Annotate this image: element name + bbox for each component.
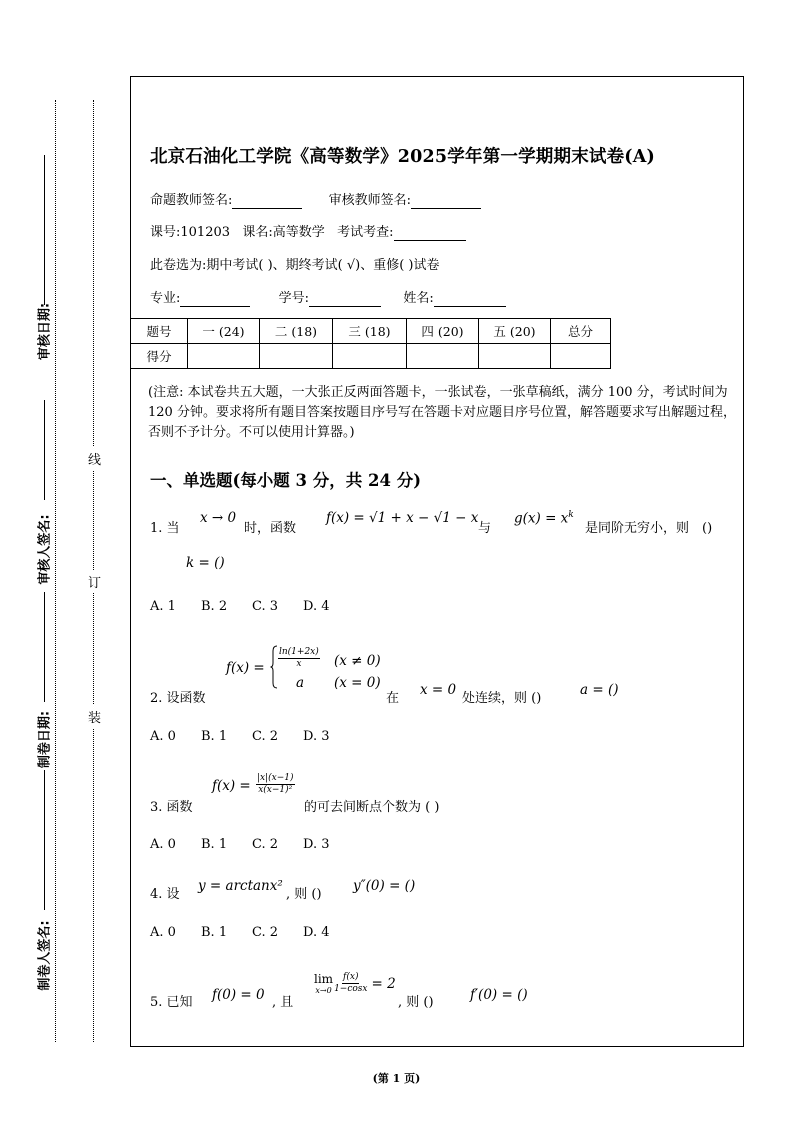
q3-option-c: C. 2 <box>252 837 279 852</box>
review-date-line <box>44 155 45 305</box>
q1-condition: x → 0 <box>200 510 237 526</box>
q2-option-d: D. 3 <box>303 729 330 744</box>
q3-option-b: B. 1 <box>201 837 228 852</box>
q2-number: 2. 设函数 <box>150 691 206 706</box>
q4-option-d: D. 4 <box>303 925 330 940</box>
q3-options <box>150 837 354 852</box>
q5-lim-result: = 2 <box>371 975 396 992</box>
q2-case1-condition: (x ≠ 0) <box>334 653 381 669</box>
q2-option-c: C. 2 <box>252 729 279 744</box>
reviewer-sign-label: 审核教师签名: <box>328 193 412 208</box>
name-label: 姓名: <box>403 291 434 306</box>
q3-numerator: |x|(x−1) <box>257 773 294 783</box>
q1-function-f: f(x) = √1 + x − √1 − x <box>326 510 479 526</box>
q2-options <box>150 729 354 744</box>
student-id-label: 学号: <box>278 291 310 306</box>
q1-ask-k: k = () <box>186 555 225 571</box>
q1-option-d: D. 4 <box>303 599 330 614</box>
reviewer-sign-line <box>44 400 45 500</box>
score-cell[interactable] <box>407 344 479 369</box>
preparer-sign-label: 制卷人签名: <box>37 920 53 991</box>
q2-point: x = 0 <box>420 682 457 698</box>
q2-text1: 在 <box>386 691 400 706</box>
cut-mark-pack: 装 <box>88 705 101 728</box>
cut-mark-bind: 订 <box>88 570 101 593</box>
prep-date-line <box>44 592 45 702</box>
preparer-sign-line <box>44 770 45 910</box>
q1-function-g <box>514 510 574 527</box>
exam-notes: (注意: 本试卷共五大题，一大张正反两面答题卡，一张试卷，一张草稿纸，满分 100 分，考试时间为 120 分钟。要求将所有题目答案按题目序号写在答题卡对应题目序号位置，解答题要求写出解题过程，否则不予计分。不可以使用计算器。) <box>148 385 736 440</box>
reviewer-sign-blank <box>411 193 481 209</box>
q3-text1: 的可去间断点个数为 ( ) <box>304 800 440 815</box>
q3-f-label: f(x) = <box>212 778 251 794</box>
q5-lim-subscript: x→0 <box>315 985 332 995</box>
score-cell[interactable] <box>188 344 260 369</box>
score-header-cell: 二 (18) <box>260 319 333 344</box>
q5-lim-numerator: f(x) <box>343 972 359 982</box>
q2-brace <box>270 645 278 689</box>
q1-option-a: A. 1 <box>150 599 176 614</box>
setter-sign-row <box>150 189 481 209</box>
q2-case1-numerator: ln(1+2x) <box>279 647 319 657</box>
exam-type-line: 此卷选为:期中考试( )、期终考试( √)、重修( )试卷 <box>150 258 440 273</box>
score-cell[interactable] <box>260 344 333 369</box>
q2-ask-a: a = () <box>580 682 619 698</box>
score-table <box>130 318 611 369</box>
q1-g-base: g(x) = x <box>514 510 569 527</box>
q3-option-d: D. 3 <box>303 837 330 852</box>
setter-sign-blank <box>232 193 302 209</box>
q4-number: 4. 设 <box>150 887 180 902</box>
q1-text2: 与 <box>478 521 492 536</box>
page-number: (第 1 页) <box>372 1072 421 1085</box>
course-info: 课号:101203 课名:高等数学 考试考查: <box>150 225 394 240</box>
q4-option-b: B. 1 <box>201 925 228 940</box>
q1-number: 1. 当 <box>150 521 180 536</box>
q5-ask: f′(0) = () <box>470 987 528 1003</box>
major-blank <box>180 291 250 307</box>
cut-mark-line: 线 <box>88 447 101 470</box>
q1-g-exponent: k <box>568 510 574 520</box>
score-header-cell: 总分 <box>551 319 611 344</box>
q5-given: f(0) = 0 <box>212 987 265 1003</box>
major-label: 专业: <box>150 291 181 306</box>
prep-date-label: 制卷日期: <box>37 710 53 769</box>
q2-case2-value: a <box>296 675 305 691</box>
q1-text1: 时，函数 <box>244 521 297 536</box>
score-header-cell: 四 (20) <box>407 319 479 344</box>
course-row <box>150 221 466 241</box>
reviewer-sign-label: 审核人签名: <box>37 514 53 585</box>
q3-denominator: x(x−1)² <box>258 785 293 795</box>
score-table-header-row <box>131 319 611 344</box>
binding-dotted-line-outer <box>55 100 56 1042</box>
setter-sign-label: 命题教师签名: <box>150 193 233 208</box>
score-cell[interactable] <box>333 344 407 369</box>
score-table-score-row <box>131 344 611 369</box>
score-cell[interactable] <box>551 344 611 369</box>
name-blank <box>434 291 506 307</box>
score-header-cell: 三 (18) <box>333 319 407 344</box>
score-cell[interactable] <box>479 344 551 369</box>
q4-ask: y″(0) = () <box>353 878 416 894</box>
q2-case2-condition: (x = 0) <box>334 675 381 691</box>
q3-option-a: A. 0 <box>150 837 176 852</box>
q5-text1: , 且 <box>272 995 294 1010</box>
q2-text2: 处连续，则 () <box>462 691 542 706</box>
review-date-label: 审核日期: <box>37 302 53 361</box>
q5-lim-word: lim <box>314 971 334 986</box>
q3-number: 3. 函数 <box>150 800 193 815</box>
q5-limit <box>314 972 396 995</box>
student-info-row <box>150 287 506 307</box>
score-header-cell: 五 (20) <box>479 319 551 344</box>
q5-text2: , 则 () <box>398 995 434 1010</box>
q1-options <box>150 599 354 614</box>
q1-option-b: B. 2 <box>201 599 228 614</box>
score-header-cell: 题号 <box>131 319 188 344</box>
q4-option-c: C. 2 <box>252 925 279 940</box>
q5-lim-denominator: 1−cosx <box>334 984 368 994</box>
exam-title: 北京石油化工学院《高等数学》2025学年第一学期期末试卷(A) <box>150 147 656 167</box>
q4-options <box>150 925 354 940</box>
q2-case1-denominator: x <box>296 659 302 669</box>
q4-text1: , 则 () <box>286 887 322 902</box>
q2-option-a: A. 0 <box>150 729 176 744</box>
q4-y-expr: y = arctanx² <box>198 878 283 894</box>
student-id-blank <box>309 291 381 307</box>
section1-title: 一、单选题(每小题 3 分，共 24 分) <box>150 471 422 490</box>
q2-case1-fraction <box>278 647 320 670</box>
q5-number: 5. 已知 <box>150 995 193 1010</box>
exam-kind-blank <box>394 225 466 241</box>
score-header-cell: 一 (24) <box>188 319 260 344</box>
q1-option-c: C. 3 <box>252 599 279 614</box>
q3-fraction <box>256 773 295 796</box>
q1-text3: 是同阶无穷小，则 () <box>585 521 713 536</box>
score-row-label: 得分 <box>131 344 188 369</box>
q2-option-b: B. 1 <box>201 729 228 744</box>
q4-option-a: A. 0 <box>150 925 176 940</box>
q2-f-label: f(x) = <box>226 660 265 676</box>
